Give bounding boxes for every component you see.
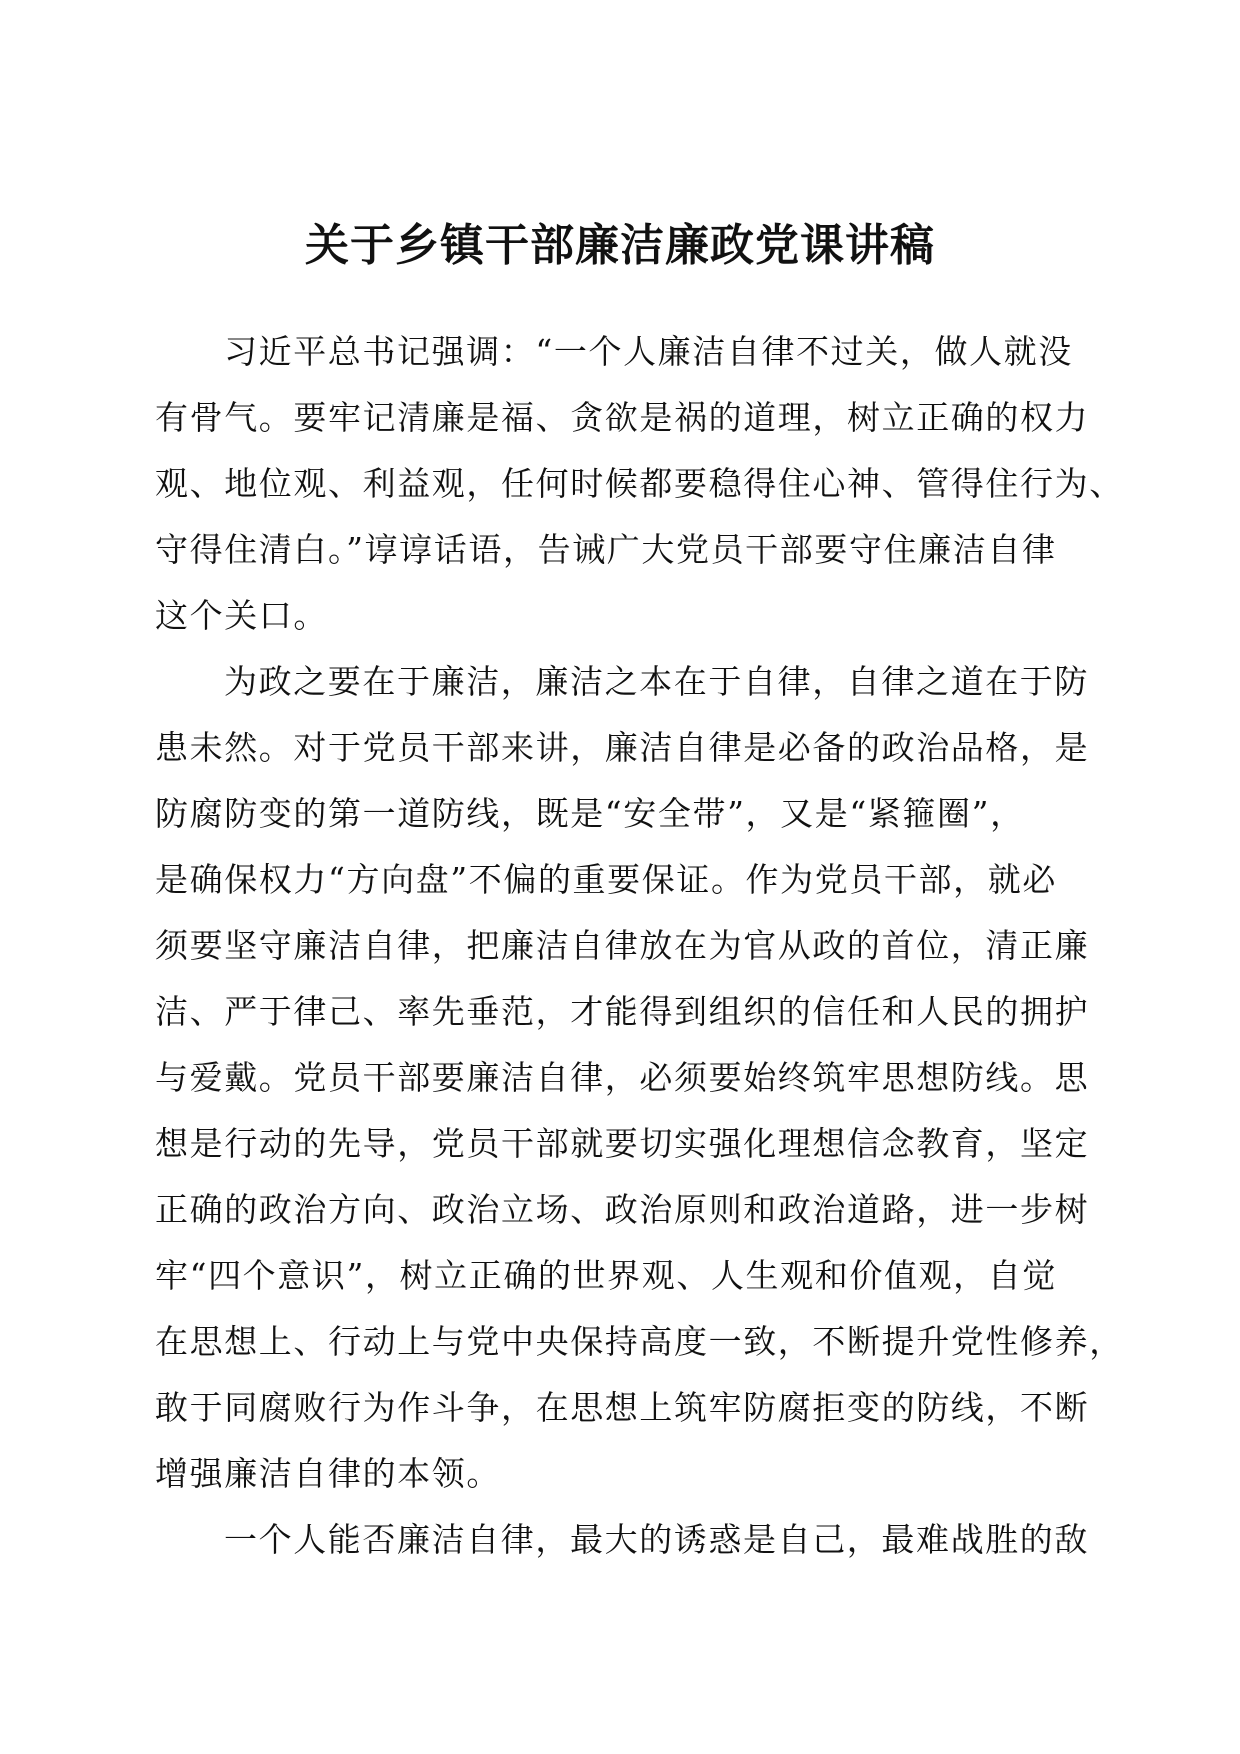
paragraph-2-line-7: 与爱戴。党员干部要廉洁自律，必须要始终筑牢思想防线。思: [155, 1058, 1090, 1097]
paragraph-2-line-10: 牢“四个意识”，树立正确的世界观、人生观和价值观，自觉: [155, 1256, 1057, 1295]
paragraph-1-line-5: 这个关口。: [155, 596, 328, 635]
paragraph-1-line-4: 守得住清白。”谆谆话语，告诫广大党员干部要守住廉洁自律: [155, 530, 1057, 569]
paragraph-1-line-2: 有骨气。要牢记清廉是福、贪欲是祸的道理，树立正确的权力: [155, 398, 1090, 437]
paragraph-1-line-3: 观、地位观、利益观，任何时候都要稳得住心神、管得住行为、: [155, 464, 1124, 503]
document-body: [155, 319, 1124, 1573]
paragraph-2-line-1: 为政之要在于廉洁，廉洁之本在于自律，自律之道在于防: [224, 662, 1089, 701]
paragraph-2-line-3: 防腐防变的第一道防线，既是“安全带”，又是“紧箍圈”，: [155, 794, 1025, 833]
document-title: 关于乡镇干部廉洁廉政党课讲稿: [305, 220, 935, 271]
paragraph-2-line-8: 想是行动的先导，党员干部就要切实强化理想信念教育，坚定: [155, 1124, 1090, 1163]
paragraph-2-line-13: 增强廉洁自律的本领。: [155, 1454, 501, 1493]
paragraph-1-line-1: 习近平总书记强调：“一个人廉洁自律不过关，做人就没: [224, 332, 1073, 371]
paragraph-2-line-9: 正确的政治方向、政治立场、政治原则和政治道路，进一步树: [155, 1190, 1090, 1229]
paragraph-2-line-2: 患未然。对于党员干部来讲，廉洁自律是必备的政治品格，是: [155, 728, 1090, 767]
paragraph-2-line-5: 须要坚守廉洁自律，把廉洁自律放在为官从政的首位，清正廉: [155, 926, 1090, 965]
paragraph-2-line-11: 在思想上、行动上与党中央保持高度一致，不断提升党性修养，: [155, 1322, 1124, 1361]
paragraph-2-line-12: 敢于同腐败行为作斗争，在思想上筑牢防腐拒变的防线，不断: [155, 1388, 1090, 1427]
paragraph-2-line-4: 是确保权力“方向盘”不偏的重要保证。作为党员干部，就必: [155, 860, 1057, 899]
paragraph-3-line-1: 一个人能否廉洁自律，最大的诱惑是自己，最难战胜的敌: [224, 1520, 1089, 1559]
paragraph-2-line-6: 洁、严于律己、率先垂范，才能得到组织的信任和人民的拥护: [155, 992, 1090, 1031]
